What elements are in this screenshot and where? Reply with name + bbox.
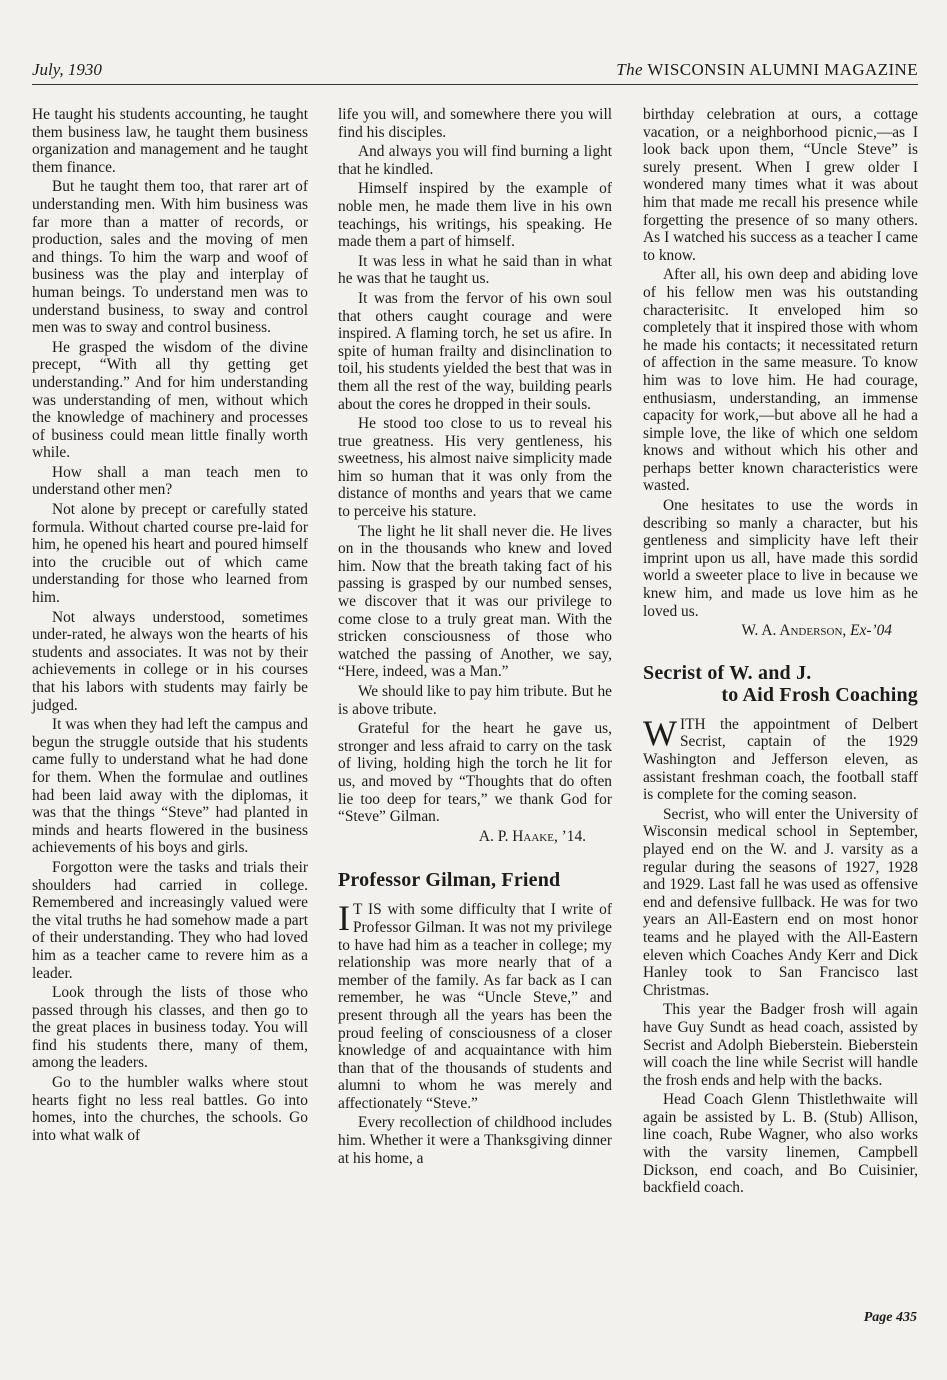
paragraph: He stood too close to us to reveal his true greatness. His very gentleness, his sweetness, his almost naive simplicity made him so human that it was only from the distance of months and years that we came to perceive his stature. (338, 415, 612, 521)
paragraph: Himself inspired by the example of noble men, he made them live in his own teachings, his writings, his speaking. He made them a part of himself. (338, 180, 612, 251)
column-3 (643, 106, 918, 1199)
paragraph: He grasped the wisdom of the divine precept, “With all thy getting get understanding.” And for him understanding was understanding of men, without which the knowledge of machinery and processes of business could mean little finally worth while. (32, 338, 308, 462)
article-heading-gilman-friend: Professor Gilman, Friend (338, 869, 561, 892)
paragraph: Not always understood, sometimes under-rated, he always won the hearts of his students and associates. It was not by their achievements in college or in his courses that his labors with students may fairly be judged. (32, 608, 308, 714)
paragraph: After all, his own deep and abiding love of his fellow men was his outstanding characterisitc. It enveloped him so completely that it inspired those with whom he made his contacts; it necessitated return of affection in the same measure. To know him was to love him. He had courage, enthusiasm, understanding, an immense capacity for work,—but above all he had a simple love, the like of which one seldom knows and without which his other and perhaps better known characteristics were wasted. (643, 266, 918, 495)
issue-date: July, 1930 (32, 60, 102, 79)
paragraph: life you will, and somewhere there you will find his disciples. (338, 106, 612, 141)
paragraph: It was from the fervor of his own soul that others caught courage and were inspired. A flaming torch, he set us afire. In spite of human frailty and disinclination to toil, his students yielded the best that was in them all the rest of the way, building pearls about the cores he dropped in their souls. (338, 289, 612, 413)
paragraph: One hesitates to use the words in describing so manly a character, but his gentleness and simplicity have left their imprint upon us all, have made this sordid world a sweeter place to live in because we knew him, and made us love him as he loved us. (643, 497, 918, 620)
paragraph-text: ITH the appointment of Delbert Secrist, captain of the 1929 Washington and Jefferson eleven, as assistant freshman coach, the football staff is complete for the coming season. (643, 715, 918, 804)
paragraph-text: T IS with some difficulty that I write of Professor Gilman. It was not my privilege to have had him as a teacher in college; my relationship was more nearly that of a member of the family. As far back as I can remember, he was “Uncle Steve,” and present through all the years has been the proud feeling of consciousness of a closer knowledge of and acquaintance with him than that of the thousands of students and alumni to whom he was merely and affectionately “Steve.” (338, 901, 612, 1112)
paragraph: Look through the lists of those who passed through his classes, and then go to the great places in business today. You will find his students there, many of them, among the leaders. (32, 984, 308, 1072)
signature-class: Ex-’04 (850, 622, 892, 640)
paragraph: It was when they had left the campus and begun the struggle outside that his students came fully to understand what he had done for them. When the formulae and outlines had been laid away with the diplomas, it was that the things “Steve” had planted in minds and hearts flowered in the business achievements of his boys and girls. (32, 716, 308, 857)
paragraph: He taught his students accounting, he taught them business law, he taught them business organization and management and he taught them finance. (32, 106, 308, 176)
magazine-title (616, 60, 918, 80)
paragraph (338, 898, 612, 1112)
drop-cap: W (643, 712, 677, 753)
signature-name: A. P. Haake (478, 827, 554, 845)
paragraph: How shall a man teach men to understand other men? (32, 463, 308, 499)
signature-class: , ’14. (553, 827, 586, 845)
column-2 (338, 106, 612, 1169)
heading-line-1: Secrist of W. and J. (643, 661, 812, 684)
paragraph: We should like to pay him tribute. But he is above tribute. (338, 683, 612, 718)
column-1 (32, 106, 308, 1146)
paragraph: The light he lit shall never die. He lives on in the thousands who knew and loved him. Now that the breath taking fact of his passing is grasped by our numbed senses, we discover that it was our privilege to come close to a truly great man. With the stricken consciousness of those who watched the passing of Another, we say, “Here, indeed, was a Man.” (338, 522, 612, 681)
page-number: Page 435 (863, 1310, 917, 1325)
paragraph: Every recollection of childhood includes him. Whether it were a Thanksgiving dinner at his home, a (338, 1114, 612, 1167)
magazine-title-the: The (616, 60, 643, 79)
article-heading-secrist (643, 662, 918, 706)
paragraph: Go to the humbler walks where stout hearts fight no less real battles. Go into homes, into the churches, the schools. Go into what walk of (32, 1074, 308, 1144)
paragraph: And always you will find burning a light that he kindled. (338, 143, 612, 178)
paragraph: birthday celebration at ours, a cottage vacation, or a neighborhood picnic,—as I look back upon them, “Uncle Steve” is surely present. When I grew older I wondered many times what it was about him that made me recall his presence while forgetting the presence of so many others. As I watched his success as a teacher I came to know. (643, 106, 918, 264)
drop-cap: I (338, 898, 350, 939)
signature-haake (338, 828, 612, 846)
signature-name: W. A. Anderson (741, 622, 843, 640)
running-header (32, 58, 918, 85)
paragraph: Grateful for the heart he gave us, stronger and less afraid to carry on the task of living, holding high the torch he lit for us, and moved by “Thoughts that do often lie too deep for tears,” we thank God for “Steve” Gilman. (338, 720, 612, 826)
paragraph: Head Coach Glenn Thistlethwaite will again be assisted by L. B. (Stub) Allison, line coach, Rube Wagner, who also works with the varsity linemen, Campbell Dickson, end coach, and Bo Cuisinier, backfield coach. (643, 1091, 918, 1197)
paragraph: Not alone by precept or carefully stated formula. Without charted course pre-laid for him, he opened his heart and poured himself into the crucible out of which came understanding for those who learned from him. (32, 501, 308, 607)
paragraph: But he taught them too, that rarer art of understanding men. With him business was far more than a matter of records, or production, sales and the moving of men and things. To him the warp and woof of business was the play and interplay of human beings. To understand men was to understand business, to sway and control men was to sway and control business. (32, 178, 308, 337)
magazine-title-name: WISCONSIN ALUMNI MAGAZINE (647, 60, 918, 79)
paragraph: Secrist, who will enter the University of Wisconsin medical school in September, played end on the W. and J. varsity as a regular during the seasons of 1927, 1928 and 1929. Last fall he was used as offensive end and defensive fullback. He was for two years an All-Eastern end on most honor teams and he played with the All-Eastern eleven which Coaches Andy Kerr and Dick Hanley took to San Francisco last Christmas. (643, 805, 918, 999)
paragraph: This year the Badger frosh will again have Guy Sundt as head coach, assisted by Secrist and Adolph Bieberstein. Bieberstein will coach the line while Secrist will handle the frosh ends and help with the backs. (643, 1001, 918, 1089)
paragraph (643, 712, 918, 804)
paragraph: Forgotton were the tasks and trials their shoulders had carried in college. Remembered and increasingly valued were the vital truths he had somehow made a part of their understanding. They who had loved him as a teacher came to revere him as a leader. (32, 858, 308, 982)
paragraph: It was less in what he said than in what he was that he taught us. (338, 252, 612, 288)
heading-line-2: to Aid Frosh Coaching (721, 683, 918, 706)
signature-anderson: W. A. Anderson, Ex-’04 (741, 622, 892, 640)
